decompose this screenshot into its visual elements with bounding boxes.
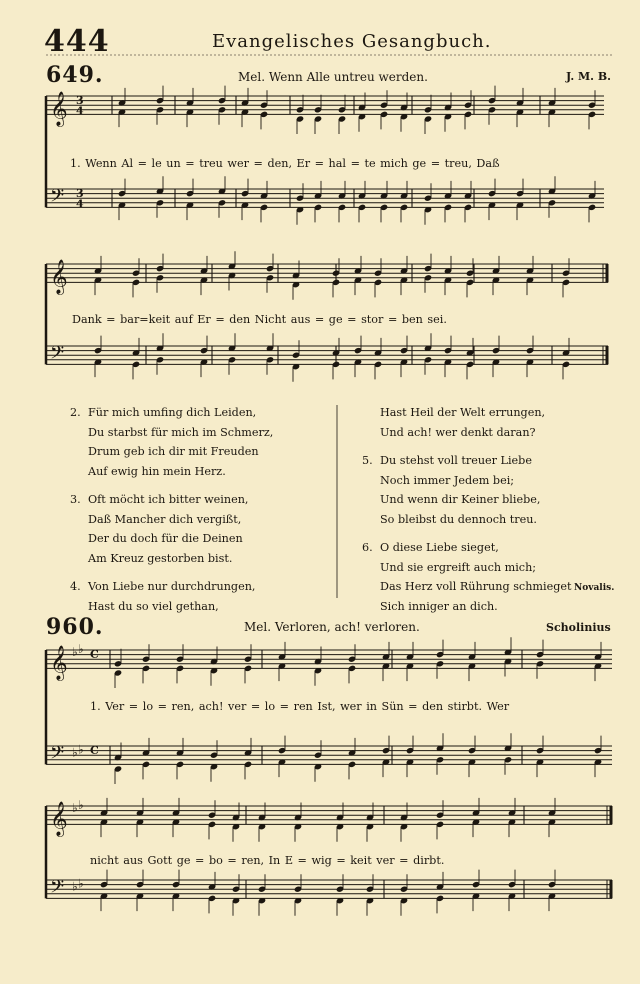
verse-line: Das Herz voll Rührung schmieget [380,580,572,593]
verse-line: Für mich umfing dich Leiden, [88,406,257,419]
verse-line: Drum geb ich dir mit Freuden [88,445,259,458]
verse-line: Der du doch für die Deinen [88,532,243,545]
verse-line: Du stehst voll treuer Liebe [380,454,532,467]
hymn-960-composer: Scholinius [546,621,611,634]
verse-3 [70,490,273,568]
verse-number: 3. [70,493,81,506]
bass-clef: 𝄢 [50,742,65,768]
page-number: 444 [44,24,110,59]
time-signature: 4 [76,197,84,211]
verse-line: Auf ewig hin mein Herz. [88,464,226,478]
flat-sign: ♭ [78,876,84,891]
time-signature: C [90,744,99,758]
flat-sign: ♭ [72,879,78,894]
hymn-number-960: 960. [46,614,104,640]
hymn-649-lyrics-line-2: Dank = bar=keit auf Er = den Nicht aus = ge = stor = ben sei. [72,313,447,326]
verse-6 [362,538,572,616]
verse-4-continued-line: Hast Heil der Welt errungen, [380,406,546,419]
verse-line: Und wenn dir Keiner bliebe, [380,493,541,506]
verse-line: Sich inniger an dich. [380,599,498,613]
verse-4-continued-line: Und ach! wer denkt daran? [380,425,536,439]
verse-column-right [362,403,572,616]
hymn-number-649: 649. [46,62,104,88]
treble-clef: 𝄞 [50,645,68,681]
treble-clef: 𝄞 [50,91,68,127]
verse-number: 2. [70,406,81,419]
flat-sign: ♭ [78,642,84,656]
hymn-960-lyrics-line-2: nicht aus Gott ge = bo = ren, In E = wig = keit ver = dirbt. [90,854,445,867]
flat-sign: ♭ [72,745,78,760]
verse-line: Du starbst für mich im Schmerz, [88,425,274,439]
hymn-649-lyrics-line-1: 1. Wenn Al = le un = treu wer = den, Er = hal = te mich ge = treu, Daß [70,157,500,170]
verse-2 [70,403,273,481]
time-signature: 4 [76,104,84,118]
treble-clef: 𝄞 [50,259,68,295]
verse-line: Am Kreuz gestorben bist. [88,551,233,565]
flat-sign: ♭ [72,645,78,659]
treble-clef: 𝄞 [50,801,68,837]
verse-5 [362,451,572,529]
verse-line: O diese Liebe sieget, [380,541,499,554]
flat-sign: ♭ [78,742,84,757]
verse-4 [70,577,273,616]
verse-number: 6. [362,541,373,554]
verse-number: 5. [362,454,373,467]
verse-number: 4. [70,580,81,593]
verse-line: Daß Mancher dich vergißt, [88,512,242,526]
hymn-960-lyrics-line-1: 1. Ver = lo = ren, ach! ver = lo = ren Ist, wer in Sün = den stirbt. Wer [90,700,510,713]
verse-line: Hast du so viel gethan, [88,599,219,613]
verse-line: Von Liebe nur durchdrungen, [88,580,256,593]
verse-line: Und sie ergreift auch mich; [380,560,537,574]
hymn-649-author: Novalis. [574,583,615,593]
verse-column-left [70,403,273,616]
hymn-649-melody: Mel. Wenn Alle untreu werden. [238,70,428,84]
bass-clef: 𝄢 [50,876,65,902]
verse-line: Noch immer Jedem bei; [380,473,515,487]
hymn-649-composer: J. M. B. [566,70,611,83]
bass-clef: 𝄢 [50,185,65,211]
verse-line: So bleibst du dennoch treu. [380,512,537,526]
time-signature: C [90,648,99,662]
verse-line: Oft möcht ich bitter weinen, [88,493,249,506]
bass-clef: 𝄢 [50,342,65,368]
hymn-960-melody: Mel. Verloren, ach! verloren. [244,620,420,634]
time-signature: 3 [76,94,84,108]
flat-sign: ♭ [72,801,78,815]
flat-sign: ♭ [78,798,84,812]
running-title: Evangelisches Gesangbuch. [212,31,492,52]
time-signature: 3 [76,187,84,201]
